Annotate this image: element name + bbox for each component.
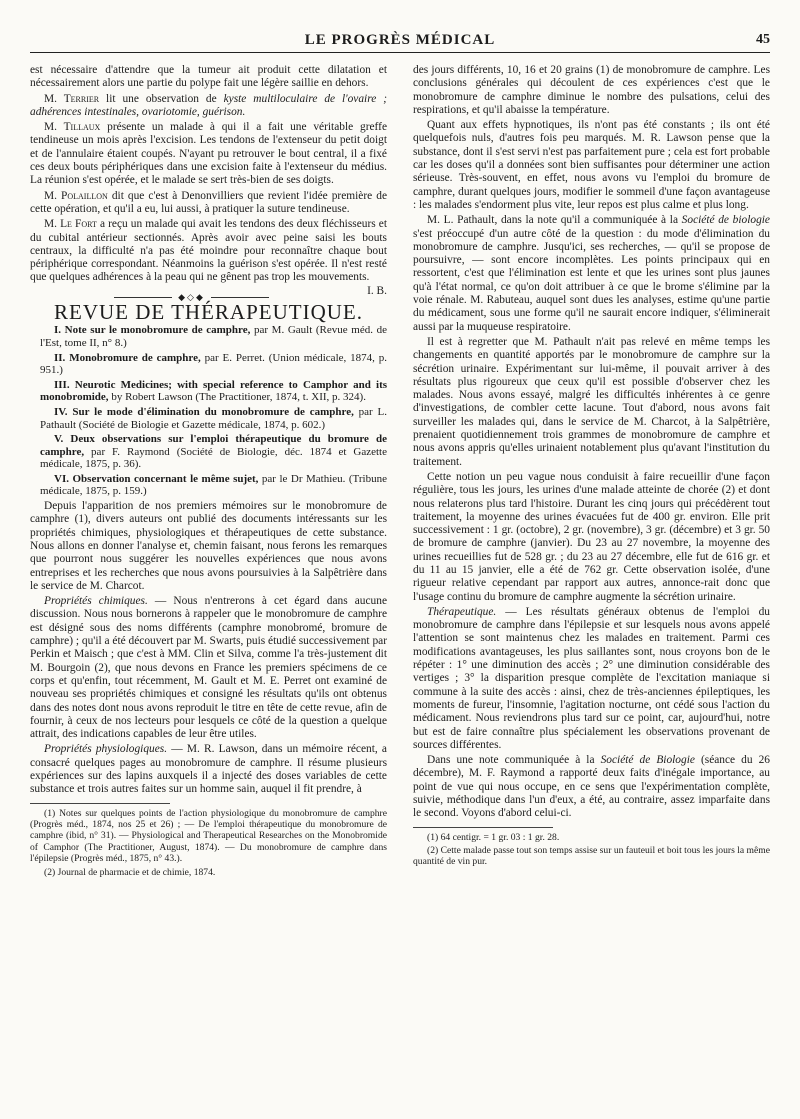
bib-number: III. (54, 378, 70, 391)
society-name: Société de Biologie (600, 754, 695, 767)
paragraph (30, 743, 387, 796)
subsection-lead: Propriétés physiologiques. (44, 743, 168, 756)
paragraph (30, 218, 387, 297)
paragraph-text: s'est préoccupé d'un autre côté de la question : du mode d'élimination du monobromure de camphre. Jusqu'ici, ses recherches, — qu'il se propose de poursuivre, — sont encore incomplètes. Les points principaux qui en ressortent, c'est que l'élimination est lente et que les urines sont plus jaunes qu'à l'état normal, ce qu'on doit attribuer à ce que le brome s'élimine par la voie rénale. M. Rabuteau, auquel sont dues les analyses, estime qu'une partie du médicament, sous une forme qu'il ne saurait encore indiquer, s'éliminerait aussi par la muqueuse respiratoire. (413, 227, 770, 333)
header-rule (30, 52, 770, 53)
bibliography-item (30, 379, 387, 404)
paragraph-text: M. L. Pathault, dans la note qu'il a communiquée à la (427, 214, 682, 227)
footnote-rule (30, 803, 170, 804)
bib-title: Sur le mode d'élimination du monobromure de camphre, (72, 405, 354, 418)
bib-title: Note sur le monobromure de camphre, (64, 324, 251, 337)
paragraph-text: lit une observation de (99, 92, 224, 105)
subsection-lead: Propriétés chimiques. (44, 595, 148, 608)
bib-number: VI. (54, 472, 69, 485)
paragraph (30, 121, 387, 187)
bib-title: Monobromure de camphre, (69, 351, 201, 364)
paragraph-text: — M. R. Lawson, dans un mémoire récent, a consacré quelques pages au monobromure de camphre. Il résume plusieurs expériences sur des lapins auxquels il a injecté des doses variables de cette substance et trois autres faites sur un homme sain, auquel il fit prendre, à (30, 743, 387, 796)
paragraph (30, 93, 387, 120)
footnote: (1) 64 centigr. = 1 gr. 03 : 1 gr. 28. (427, 831, 560, 843)
section-rubric (30, 291, 387, 325)
bibliography-item (30, 406, 387, 431)
bib-title: Deux observations sur l'emploi thérapeutique du bromure de camphre, (40, 433, 388, 458)
bib-reference: par le Dr Mathieu. (Tribune médicale, 1875, p. 159.) (40, 472, 387, 498)
journal-page (30, 30, 770, 1105)
bib-reference: par L. Pathault (Société de Biologie et Gazette médicale, 1874, p. 602.) (40, 405, 388, 431)
right-column (413, 64, 770, 870)
bibliography-list (30, 324, 387, 498)
bib-number: II. (54, 351, 66, 364)
section-title: REVUE DE THÉRAPEUTIQUE. (53, 300, 363, 325)
paragraph-text: Dans une note communiquée à la (427, 754, 601, 767)
page-header (30, 30, 770, 54)
paragraph-text: dit que c'est à Denonvilliers que revient l'idée première de cette opération, et qu'il a eu, lui aussi, à pratiquer la suture tendineuse. (30, 189, 387, 215)
bibliography-item (30, 352, 387, 377)
ornament-divider: ◆◇◆ (30, 291, 353, 304)
paragraph-text: a reçu un malade qui avait les tendons des deux fléchisseurs et du cubital antérieur sectionnés. Après avoir avec peine saisi les bouts centraux, la difficulté n'a pas été moindre pour reconnaître chaque bout périphérique correspondant. Néanmoins la guérison s'est opérée. Il n'est resté que quelques adhérences à la peau qui ne gênent pas trop les mouvements. (30, 218, 387, 284)
bibliography-item (30, 433, 387, 471)
paragraph (413, 214, 770, 334)
paragraph: est nécessaire d'attendre que la tumeur ait produit cette dilatation et nécessairement alors une partie du polype fait une légère saillie en dehors. (30, 64, 387, 90)
bib-reference: par F. Raymond (Société de Biologie, déc. 1874 et Gazette médicale, 1875, p. 36). (40, 445, 387, 471)
bib-reference: by Robert Lawson (The Practitioner, 1874, t. XII, p. 324). (108, 391, 366, 404)
left-column (30, 64, 387, 880)
paragraph (413, 606, 770, 752)
bib-title: Neurotic Medicines; with special reference to Camphor and its monobromide, (40, 378, 388, 404)
bibliography-item (30, 324, 387, 349)
paragraph: des jours différents, 10, 16 et 20 grains (1) de monobromure de camphre. Les conclusions générales qui découlent de ces expériences c'est que le monobromure de camphre diminue le nombre des pulsations, celui des respirations, et qu'il abaisse la température. (413, 64, 770, 116)
subsection-lead: Thérapeutique. (427, 605, 497, 618)
paragraph-text: — Nous n'entrerons à cet égard dans aucune discussion. Nous nous bornerons à rappeler que le monobromure de camphre est désigné sous des noms différents (camphre monobromé, bromure de camphre) ; qu'il a été découvert par M. Swarts, puis étudié successivement par Perkin et Maisch ; que c'est à MM. Clin et Silva, comme l'a très-justement dit M. Bourgoin (2), que nous devons en France les premiers spécimens de ce corps et qu'enfin, tout récemment, M. Gault et M. E. Perret ont examiné de nouveau ses propriétés chimiques et consigné les résultats qu'ils ont obtenus dans des notes dont nous avons reproduit le titre en tête de cette revue, afin de fournir, à ceux de nos lecteurs pour lesquels ce côté de la question a quelque attrait, des indications capables de leur être utiles. (30, 595, 388, 741)
paragraph: Quant aux effets hypnotiques, ils n'ont pas été constants ; ils ont été quelquefois nuls, d'autres fois peu marqués. M. R. Lawson pense que la substance, dont il s'est servi n'est pas parfaitement pure ; cela est fort probable car les doses qu'il a données sont bien suffisantes pour déterminer une action sérieuse. Très-souvent, en effet, nous avons vu l'emploi du bromure de camphre, durant quelques jours, modifier le sommeil d'une façon avantageuse : les malades s'endorment plus vite, leur repos est plus calme et plus long. (413, 119, 770, 211)
paragraph-text: — Les résultats généraux obtenus de l'emploi du monobromure de camphre dans l'épilepsie et sur lesquels nous avons appelé l'attention se sont maintenus chez les malades en traitement. Parmi ces modifications avantageuses, les plus saillantes sont, nous croyons bon de le répéter : 1° une diminution des accès ; 2° une diminution considérable des vertiges ; 3° la disparition presque complète de l'excitation maniaque si commune à la suite des accès : ainsi, chez de très-anciennes épileptiques, les moments de fureur, l'insomnie, l'agitation nocturne, ont cédé sous l'action du médicament. Nous reviendrons plus tard sur ce point, car, aujourd'hui, notre but est de faire connaître plus spécialement les observations provenant de sources différentes. (413, 605, 770, 751)
bib-reference: par E. Perret. (Union médicale, 1874, p. 951.) (40, 351, 388, 377)
paragraph: Cette notion un peu vague nous conduisit à faire recueillir d'une façon régulière, tous les jours, les urines d'une malade atteinte de chorée (2) et dont nous relaterons plus tard l'histoire. Durant les cinq jours qui précédèrent tout traitement, la moyenne des urines évacuées fut de 400 gr. environ. Elle prit successivement : 1 gr. (octobre), 2 gr. (novembre), 3 gr. (décembre) et 3 gr. 50 de bromure de camphre (janvier). Du 23 au 27 novembre, la moyenne des urines recueillies fut de 528 gr. ; du 23 au 27 décembre, elle fut de 616 gr. et du 11 au 15 janvier, elle a été de 762 gr. Cette observation isolée, d'une rigueur relative cependant par rapport aux autres, annonce-rait donc que l'usage continu du bromure de camphre augmente la sécrétion urinaire. (413, 470, 770, 603)
bib-number: I. (54, 324, 62, 337)
observation-title: kyste multiloculaire de l'ovaire ; adhérences intestinales, ovariotomie, guérison. (30, 92, 388, 118)
footnote: (1) Notes sur quelques points de l'action physiologique du monobromure de camphre (Progrès méd., 1874, nos 25 et 26) ; — De l'emploi thérapeutique du monobromure de camphre (ibid, n° 31). — Physiological and Therapeutical Researches on the Monobromide of Camphor (The Practitioner, August, 1874). — Du monobromure de camphre dans l'épilepsie (Progrès méd., 1875, n° 43.). (30, 807, 387, 865)
signature: I. B. (367, 284, 387, 297)
page-number: 45 (756, 32, 770, 47)
society-name: Société de biologie (681, 214, 770, 227)
paragraph (30, 595, 387, 741)
footnote-rule (413, 827, 553, 828)
bib-title: Observation concernant le même sujet, (72, 472, 259, 485)
bib-reference: par M. Gault (Revue méd. de l'Est, tome II, n° 8.) (40, 324, 387, 349)
speaker-name: M. Terrier (44, 92, 100, 105)
footnote: (2) Journal de pharmacie et de chimie, 1874. (44, 866, 216, 878)
bibliography-item (30, 473, 387, 498)
speaker-name: M. Polaillon (44, 189, 108, 202)
bib-number: V. (54, 433, 64, 446)
speaker-name: M. Tillaux (44, 121, 101, 134)
paragraph (30, 190, 387, 217)
speaker-name: M. Le Fort (44, 218, 97, 231)
paragraph: Depuis l'apparition de nos premiers mémoires sur le monobromure de camphre (1), divers auteurs ont publié des documents intéressants sur les propriétés chimiques, physiologiques et thérapeutiques de cette substance. Nous allons en donner l'analyse et, chemin faisant, nous ferons les remarques que pourront nous suggérer les nouvelles expériences que nous avons entreprises et les recherches que nous avons poursuivies à la Salpêtrière dans le service de M. Charcot. (30, 500, 387, 592)
paragraph: Il est à regretter que M. Pathault n'ait pas relevé en même temps les changements en quantité apportés par le monobromure de camphre sur la sécrétion urinaire. Expérimentant sur lui-même, il pouvait arriver à des résultats plus rigoureux que ceux qu'il est possible d'observer chez les malades. Nous avons essayé, malgré les difficultés inhérentes à ce genre d'investigations, de combler cette lacune. Tout d'abord, nous avons fait surveiller les malades qui, dans le service de M. Charcot, à la Salpêtrière, prenaient quotidiennement trois grammes de monobromure de camphre et nous avons appris qu'elles urinaient notablement plus qu'avant l'institution du traitement. (413, 335, 770, 468)
paragraph-text: présente un malade à qui il a fait une véritable greffe tendineuse un mois après l'excision. Les tendons de l'extenseur du petit doigt et de l'annulaire étaient coupés. N'ayant pu retrouver le bout central, il a fixé ces deux bouts périphériques dans une excision faite à l'extenseur du médius. La réunion s'est opérée, et le malade se sert très-bien de ses doigts. (30, 121, 387, 187)
bib-number: IV. (54, 405, 68, 418)
journal-title: LE PROGRÈS MÉDICAL (304, 32, 496, 48)
paragraph-text: (séance du 26 décembre), M. F. Raymond a rapporté deux faits d'inégale importance, au point de vue qui nous occupe, en ce sens que l'expérimentation complète, suivie, méthodique dans l'un d'eux, a été, au contraire, assez imparfaite dans le second. Voyons d'abord celui-ci. (413, 754, 770, 820)
paragraph (413, 754, 770, 820)
footnote: (2) Cette malade passe tout son temps assise sur un fauteuil et boit tous les jours la même quantité de vin pur. (413, 845, 770, 868)
